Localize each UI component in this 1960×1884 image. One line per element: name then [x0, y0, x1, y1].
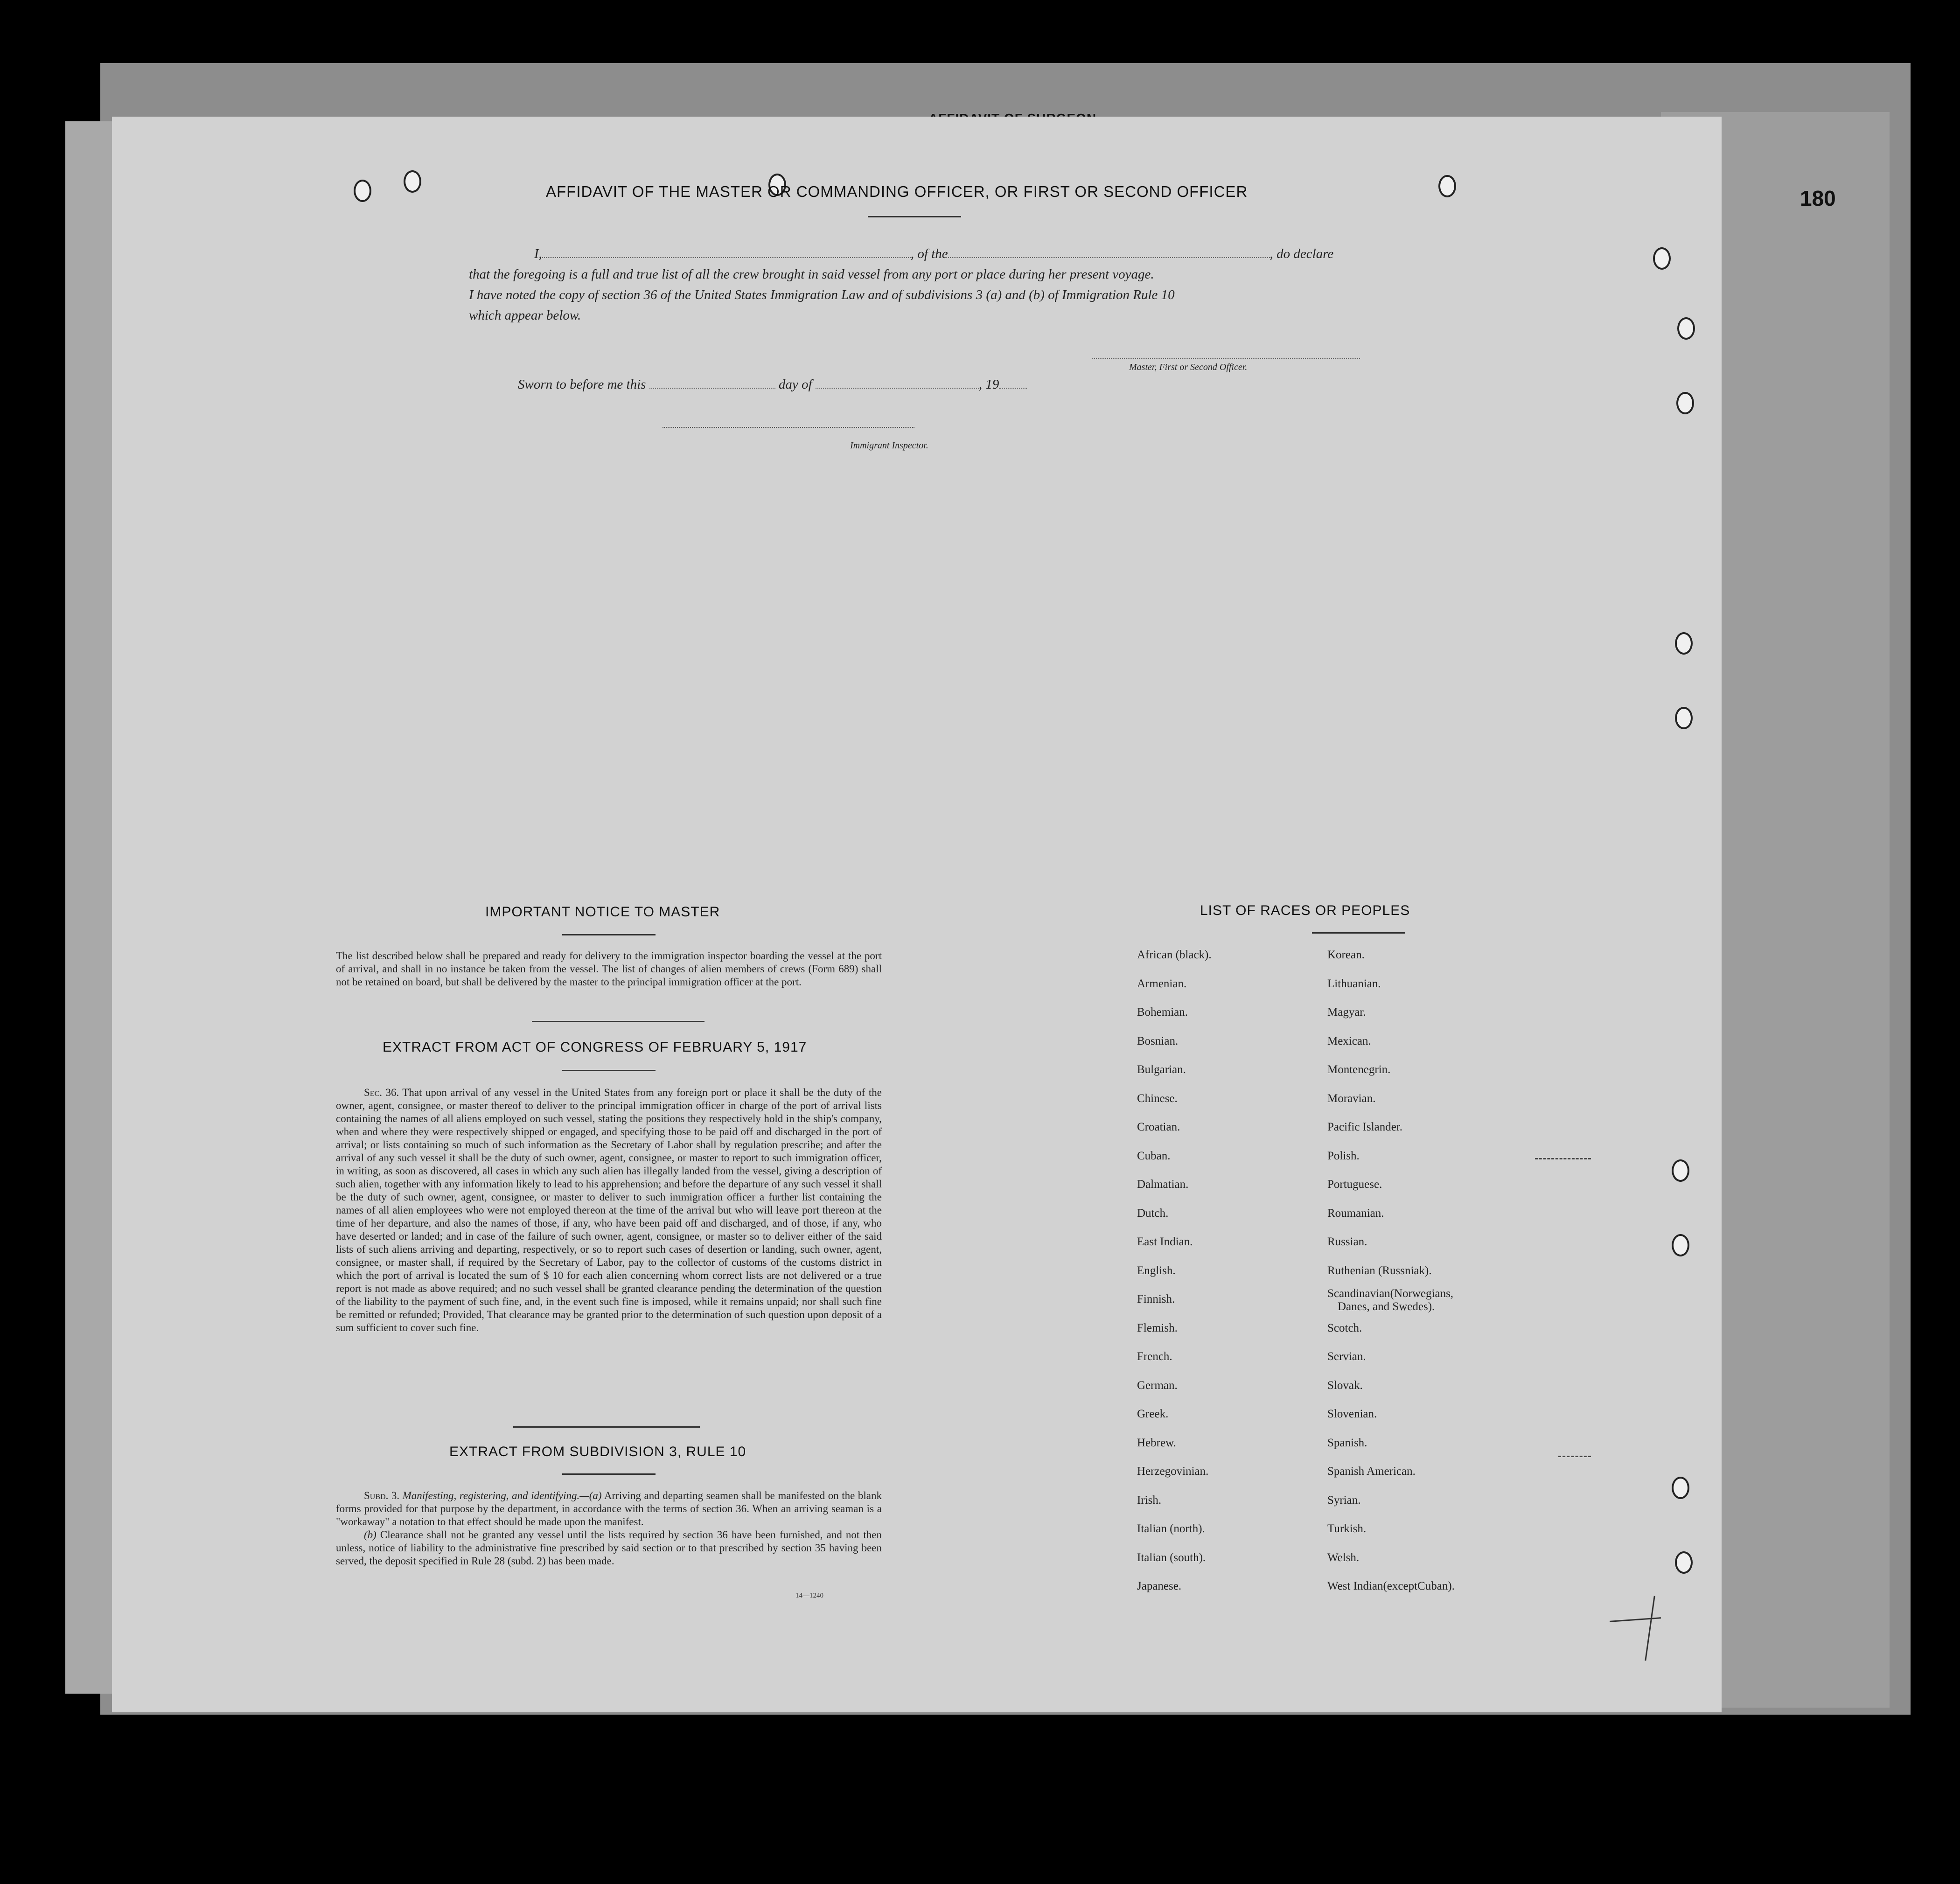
margin-mark	[1535, 1158, 1591, 1159]
punch-hole-icon	[1672, 1477, 1689, 1499]
page-number: 180	[1800, 186, 1836, 210]
name-blank[interactable]	[542, 247, 911, 258]
race-item: Moravian.	[1327, 1092, 1376, 1105]
sec-36-label: Sec. 36.	[364, 1087, 399, 1098]
declaration-line-3: I have noted the copy of section 36 of the United States Immigration Law and of subdivisions 3 (a) and (b) of Immigration Rule 10	[469, 287, 1175, 302]
race-item: Scotch.	[1327, 1321, 1362, 1334]
race-item: Irish.	[1137, 1493, 1162, 1507]
race-item: Italian (north).	[1137, 1522, 1205, 1535]
race-item: Russian.	[1327, 1235, 1367, 1248]
page-stack-edge	[65, 121, 117, 1694]
race-item: Mexican.	[1327, 1034, 1371, 1047]
affidavit-title: AFFIDAVIT OF THE MASTER OR COMMANDING OFFICER, OR FIRST OR SECOND OFFICER	[546, 183, 1248, 200]
race-item: West Indian(exceptCuban).	[1327, 1580, 1455, 1592]
officer-caption: Master, First or Second Officer.	[1129, 362, 1248, 372]
vessel-blank[interactable]	[948, 247, 1270, 258]
sec-36-body: That upon arrival of any vessel in the United States from any foreign port or place it shall be the duty of the owner, agent, consignee, or master thereof to deliver to the principal immigration officer in charge of the port of arrival lists containing the names of all aliens employed on such vessel, stating the positions they respectively hold in the ship's company, when and where they were respectively shipped or engaged, and specifying those to be paid off and discharged in the port of arrival; or lists containing so much of such information as the Secretary of Labor shall by regulation prescribe; and after the arrival of any such vessel it shall be the duty of such owner, agent, consignee, or master to report to such immigration officer, in writing, as soon as discovered, all cases in which any such alien has illegally landed from the vessel, giving a description of such alien, together with any information likely to lead to his apprehension; and before the departure of any such vessel it shall be the duty of such owner, agent, consignee, or master to deliver to such immigration officer a further list containing the names of all alien employees who were not employed thereon at the time of the arrival but who will leave port thereon at the time of her departure, and also the names of those, if any, who have been paid off and discharged, and of those, if any, who have deserted or landed; and in case of the failure of such owner, agent, consignee, or master so to deliver either of the said lists of such aliens arriving and departing, respectively, or so to report such cases of desertion or landing, such owner, agent, consignee, or master shall, if required by the Secretary of Labor, pay to the collector of customs of the customs district in which the port of arrival is located the sum of $ 10 for each alien concerning whom correct lists are not delivered or a true report is not made as above required; and no such vessel shall be granted clearance pending the determination of the question of the liability to the payment of such fine, and, in the event such fine is imposed, while it remains unpaid; nor shall such fine be remitted or refunded; Provided, That clearance may be granted prior to the determination of such question upon deposit of a sum sufficient to cover such fine.	[336, 1087, 882, 1333]
rule-rule	[562, 1473, 656, 1475]
inspector-caption: Immigrant Inspector.	[850, 440, 928, 451]
race-item: Korean.	[1327, 949, 1365, 961]
rule-extract-text	[336, 1489, 882, 1568]
race-item: Syrian.	[1327, 1493, 1361, 1507]
race-item: Slovenian.	[1327, 1408, 1377, 1420]
declaration-of-the: , of the	[910, 246, 948, 261]
declaration-line-2: that the foregoing is a full and true list of all the crew brought in said vessel from any port or place during her present voyage.	[469, 267, 1154, 282]
punch-hole-icon	[1675, 632, 1693, 655]
notice-text: The list described below shall be prepared and ready for delivery to the immigration inspector boarding the vessel at the port of arrival, and shall in no instance be taken from the vessel. The list of changes of alien members of crews (Form 689) shall not be retained on board, but shall be delivered by the master to the principal immigration officer at the port.	[336, 950, 882, 988]
race-item: Spanish.	[1327, 1436, 1367, 1449]
race-item: Scandinavian(Norwegians,	[1327, 1287, 1454, 1300]
race-item: Bohemian.	[1137, 1006, 1188, 1019]
punch-hole-icon	[1653, 247, 1671, 270]
race-item: East Indian.	[1137, 1235, 1193, 1248]
punch-hole-icon	[1438, 175, 1456, 197]
notice-rule	[562, 934, 656, 935]
sworn-day-of: day of	[778, 377, 812, 392]
race-item: Magyar.	[1327, 1006, 1366, 1019]
race-item: Bosnian.	[1137, 1034, 1179, 1047]
race-item: Hebrew.	[1137, 1436, 1176, 1449]
section-divider	[532, 1021, 704, 1022]
race-item: Armenian.	[1137, 977, 1187, 990]
punch-hole-icon	[404, 170, 421, 193]
race-item: Croatian.	[1137, 1121, 1180, 1133]
part-a-text: Arriving and departing seamen shall be manifested on the blank forms provided for that purpose by the department, in accordance with the terms of section 36. When an arriving seaman is a "workaway" a notation to that effect should be made upon the manifest.	[336, 1490, 882, 1528]
race-item: Chinese.	[1137, 1092, 1178, 1105]
race-item: German.	[1137, 1379, 1178, 1392]
year-blank[interactable]	[999, 377, 1027, 389]
race-item: Bulgarian.	[1137, 1063, 1186, 1076]
declaration-line-1	[469, 244, 1365, 264]
race-item: Dalmatian.	[1137, 1178, 1189, 1191]
act-rule	[562, 1070, 656, 1071]
race-item: Japanese.	[1137, 1580, 1182, 1592]
sworn-year: , 19	[978, 377, 999, 392]
punch-hole-icon	[1677, 317, 1695, 340]
day-blank[interactable]	[649, 377, 775, 389]
margin-mark	[1558, 1456, 1591, 1457]
race-item: Italian (south).	[1137, 1551, 1206, 1564]
race-item: Polish.	[1327, 1149, 1360, 1162]
punch-hole-icon	[1675, 1551, 1693, 1574]
act-extract-text	[336, 1086, 882, 1334]
subd-label: Subd. 3.	[364, 1490, 400, 1501]
punch-hole-icon	[1676, 392, 1694, 414]
race-item: Welsh.	[1327, 1551, 1360, 1564]
race-item: Lithuanian.	[1327, 977, 1381, 990]
races-left-column	[1137, 949, 1305, 1611]
race-item: Herzegovinian.	[1137, 1465, 1209, 1478]
act-extract-title: EXTRACT FROM ACT OF CONGRESS OF FEBRUARY 5, 1917	[383, 1040, 807, 1055]
race-item: Finnish.	[1137, 1293, 1175, 1305]
section-divider	[513, 1426, 700, 1428]
sworn-line	[518, 374, 1027, 395]
race-item: Slovak.	[1327, 1379, 1363, 1392]
race-item: Montenegrin.	[1327, 1063, 1391, 1076]
month-blank[interactable]	[816, 377, 979, 389]
race-item: Flemish.	[1137, 1321, 1178, 1334]
officer-signature-line[interactable]	[1092, 358, 1360, 359]
declaration-line-4: which appear below.	[469, 308, 581, 323]
race-item: Cuban.	[1137, 1149, 1171, 1162]
race-item: Ruthenian (Russniak).	[1327, 1264, 1432, 1277]
race-item: French.	[1137, 1350, 1172, 1363]
form-number: 14—1240	[795, 1592, 823, 1599]
declaration-do-declare: , do declare	[1269, 246, 1334, 261]
punch-hole-icon	[1672, 1234, 1689, 1256]
race-item: African (black).	[1137, 949, 1212, 961]
race-item: Greek.	[1137, 1408, 1169, 1420]
race-item: Dutch.	[1137, 1207, 1169, 1220]
part-a-label: —(a)	[579, 1490, 602, 1501]
inspector-signature-line[interactable]	[663, 427, 914, 428]
race-item: Turkish.	[1327, 1522, 1367, 1535]
notice-title: IMPORTANT NOTICE TO MASTER	[485, 904, 720, 920]
race-item: English.	[1137, 1264, 1176, 1277]
subd-heading: Manifesting, registering, and identifying.	[402, 1490, 580, 1501]
race-item: Portuguese.	[1327, 1178, 1382, 1191]
race-item: Pacific Islander.	[1327, 1121, 1403, 1133]
title-rule	[868, 216, 961, 217]
races-title: LIST OF RACES OR PEOPLES	[1200, 903, 1410, 918]
sworn-text: Sworn to before me this	[518, 377, 646, 392]
races-right-column	[1327, 949, 1514, 1611]
race-item: Spanish American.	[1327, 1465, 1416, 1478]
race-item: Servian.	[1327, 1350, 1366, 1363]
race-item-continuation: Danes, and Swedes).	[1338, 1300, 1435, 1313]
punch-hole-icon	[1672, 1159, 1689, 1182]
punch-hole-icon	[354, 180, 371, 202]
rule-extract-title: EXTRACT FROM SUBDIVISION 3, RULE 10	[449, 1444, 746, 1459]
race-item: Roumanian.	[1327, 1207, 1384, 1220]
punch-hole-icon	[1675, 707, 1693, 729]
part-b-label: (b)	[364, 1529, 377, 1541]
part-b-text: Clearance shall not be granted any vessel until the lists required by section 36 have been furnished, and not then unless, notice of liability to the administrative fine prescribed by said section or to that prescribed by section 35 having been served, the deposit specified in Rule 28 (subd. 2) has been made.	[336, 1529, 882, 1567]
races-rule	[1312, 932, 1405, 934]
declaration-i: I,	[534, 246, 542, 261]
